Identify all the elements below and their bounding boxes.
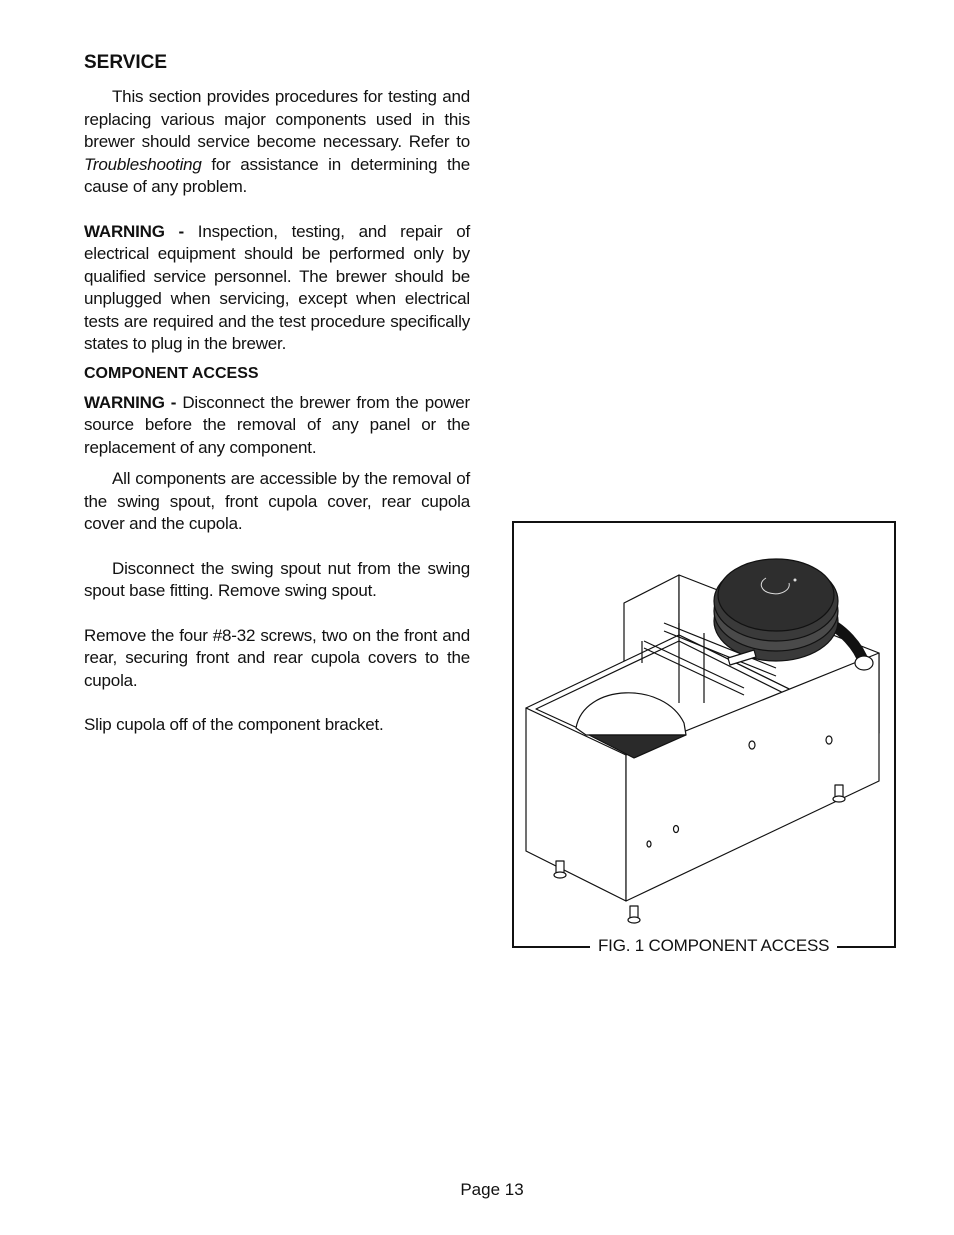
body-paragraph: Remove the four #8-32 screws, two on the front and rear, securing front and rear cupola covers to the cupola. [84,625,470,690]
text-column [84,52,470,737]
warning-text-1: Inspection, testing, and repair of electrical equipment should be performed only by qualified service personnel. The brewer should be unplugged when servicing, except when electrical tests are required and the test procedure specifically states to plug in the brewer. [84,221,470,353]
intro-text-b: for assistance in determining the cause of any problem. [84,154,470,196]
figure-frame [512,521,896,948]
warning-paragraph-1 [84,221,470,356]
body-paragraph: Slip cupola off of the component bracket. [84,715,384,734]
section-heading: SERVICE [84,52,168,73]
warning-label-1: WARNING - [84,221,198,241]
body-paragraph: Disconnect the swing spout nut from the swing spout base fitting. Remove swing spout. [84,558,470,600]
intro-paragraph [84,86,470,199]
warning-text-2: Disconnect the brewer from the power source before the removal of any panel or the replacement of any component. [84,392,470,457]
intro-text-a: This section provides procedures for testing and replacing various major components used in this brewer should service become necessary. Refer to [84,87,470,151]
page-number: Page 13 [460,1180,524,1199]
brewer-illustration [514,523,894,946]
warning-paragraph-2 [84,392,470,460]
subsection-heading: COMPONENT ACCESS [84,364,259,382]
figure-caption: FIG. 1 COMPONENT ACCESS [590,936,837,956]
warning-label-2: WARNING - [84,392,183,412]
troubleshooting-reference: Troubleshooting [84,154,202,174]
body-paragraph: All components are accessible by the removal of the swing spout, front cupola cover, rear cupola cover and the cupola. [84,469,470,533]
